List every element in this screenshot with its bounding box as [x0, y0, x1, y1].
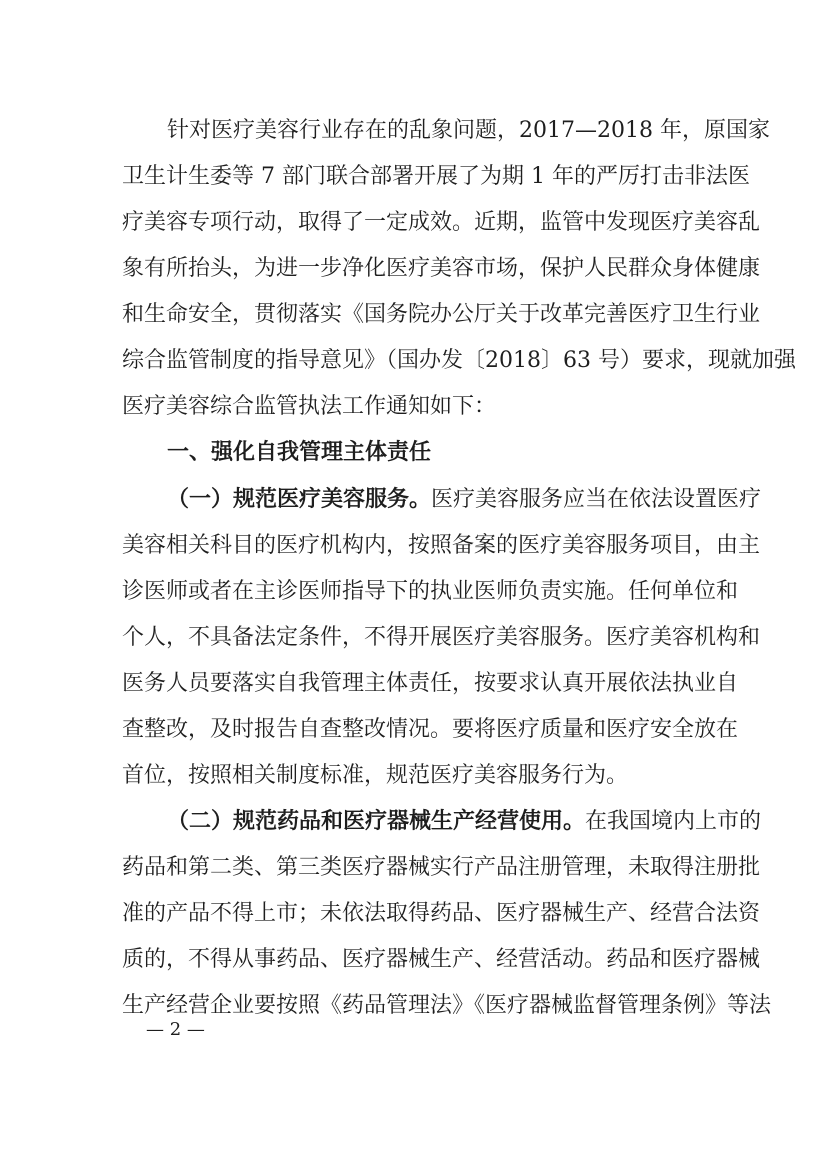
paragraph-line: 诊医师或者在主诊医师指导下的执业医师负责实施。任何单位和 [122, 579, 739, 604]
paragraph-line: 象有所抬头，为进一步净化医疗美容市场，保护人民群众身体健康 [122, 256, 761, 281]
paragraph-line: 生产经营企业要按照《药品管理法》《医疗器械监督管理条例》等法 [122, 993, 772, 1018]
paragraph-line: 药品和第二类、第三类医疗器械实行产品注册管理，未取得注册批 [122, 855, 761, 880]
paragraph-line: 医务人员要落实自我管理主体责任，按要求认真开展依法执业自 [122, 671, 739, 696]
paragraph-line: 疗美容专项行动，取得了一定成效。近期，监管中发现医疗美容乱 [122, 210, 761, 235]
item-first-line [167, 489, 761, 511]
item-first-line-text: 在我国境内上市的 [585, 809, 762, 834]
item-title: （一）规范医疗美容服务。 [167, 487, 432, 512]
item-first-line [167, 811, 761, 833]
paragraph-line: 综合监管制度的指导意见》（国办发〔2018〕63 号）要求，现就加强 [122, 348, 796, 373]
paragraph-line: 质的，不得从事药品、医疗器械生产、经营活动。药品和医疗器械 [122, 947, 761, 972]
section-heading: 一、强化自我管理主体责任 [167, 440, 432, 465]
paragraph-line: 查整改，及时报告自查整改情况。要将医疗质量和医疗安全放在 [122, 717, 739, 742]
item-first-line-text: 医疗美容服务应当在依法设置医疗 [431, 487, 762, 512]
item-title: （二）规范药品和医疗器械生产经营使用。 [167, 809, 586, 834]
paragraph-line: 卫生计生委等 7 部门联合部署开展了为期 1 年的严厉打击非法医 [122, 164, 750, 189]
paragraph-line: 准的产品不得上市；未依法取得药品、医疗器械生产、经营合法资 [122, 901, 761, 926]
paragraph-line: 个人，不具备法定条件，不得开展医疗美容服务。医疗美容机构和 [122, 625, 761, 650]
paragraph-line: 医疗美容综合监管执法工作通知如下： [122, 394, 497, 419]
paragraph-line: 首位，按照相关制度标准，规范医疗美容服务行为。 [122, 763, 629, 788]
paragraph-line: 针对医疗美容行业存在的乱象问题，2017—2018 年，原国家 [167, 118, 770, 143]
page-number: — 2 — [146, 1019, 205, 1040]
paragraph-line: 和生命安全，贯彻落实《国务院办公厅关于改革完善医疗卫生行业 [122, 302, 761, 327]
paragraph-line: 美容相关科目的医疗机构内，按照备案的医疗美容服务项目，由主 [122, 533, 761, 558]
